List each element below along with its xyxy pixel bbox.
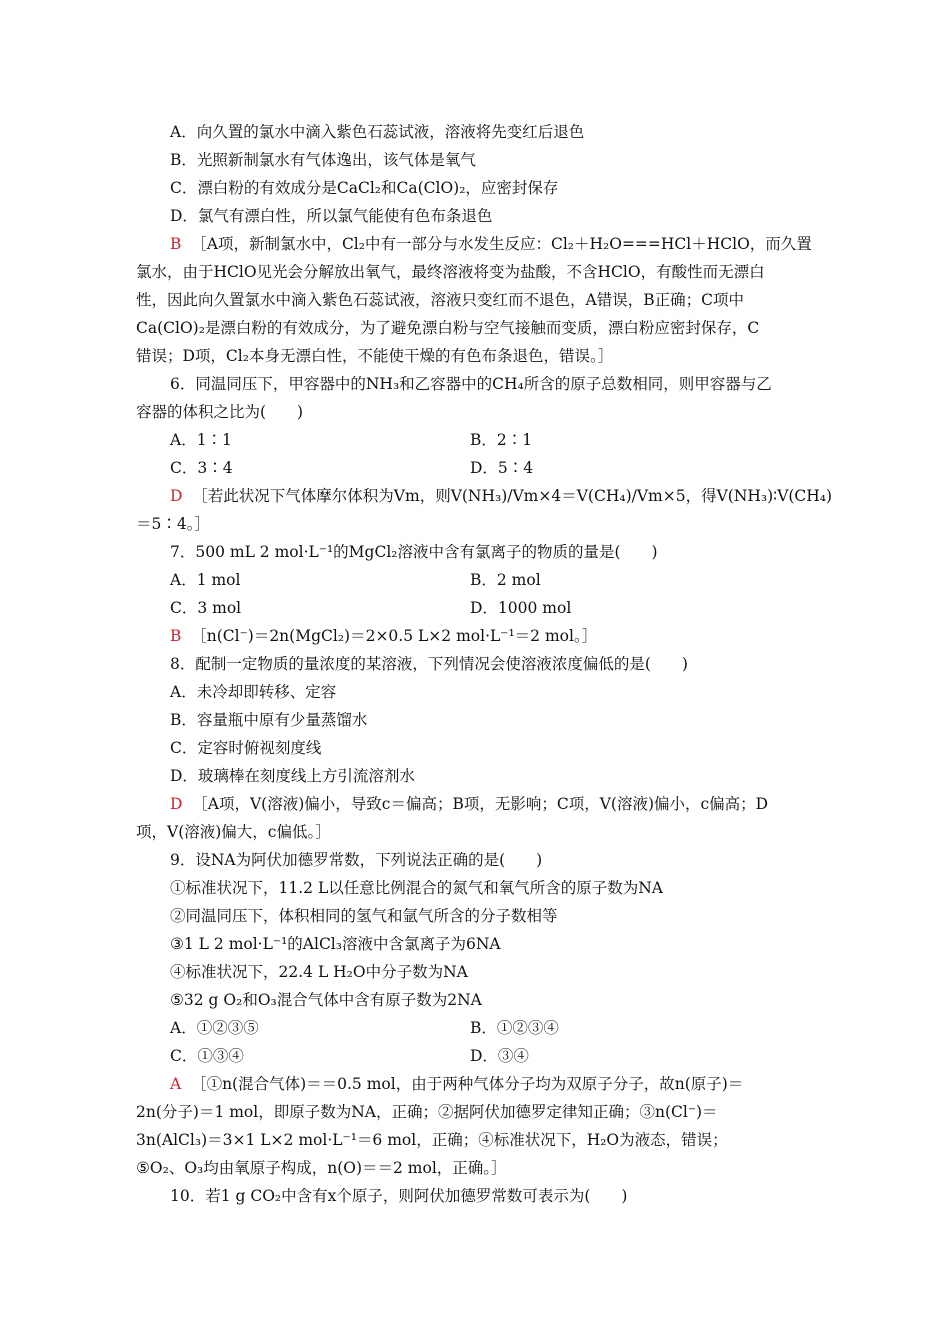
question-line: 9．设NA为阿伏加德罗常数，下列说法正确的是( ) — [170, 851, 543, 869]
statement-line: ①标准状况下，11.2 L以任意比例混合的氮气和氧气所含的原子数为NA — [170, 879, 663, 897]
option-c: C．3∶4 — [170, 459, 233, 477]
option-b: B．2∶1 — [470, 431, 533, 449]
answer-key: D — [170, 795, 183, 813]
question-line: 8．配制一定物质的量浓度的某溶液，下列情况会使溶液浓度偏低的是( ) — [170, 655, 688, 673]
option-line: A．未冷却即转移、定容 — [170, 683, 337, 701]
option-a: A．①②③⑤ — [170, 1019, 259, 1037]
option-line: C．定容时俯视刻度线 — [170, 739, 322, 757]
statement-line: ②同温同压下，体积相同的氢气和氩气所含的分子数相等 — [170, 907, 558, 925]
explanation-line: 氯水，由于HClO见光会分解放出氧气，最终溶液将变为盐酸，不含HClO，有酸性而无漂白 — [136, 263, 765, 281]
question-line: 6．同温同压下，甲容器中的NH₃和乙容器中的CH₄所含的原子总数相同，则甲容器与乙 — [170, 375, 772, 393]
explanation-line: 性，因此向久置氯水中滴入紫色石蕊试液，溶液只变红而不退色，A错误，B正确；C项中 — [136, 291, 744, 309]
statement-line: ⑤32 g O₂和O₃混合气体中含有原子数为2NA — [170, 991, 482, 1009]
option-c: C．3 mol — [170, 599, 242, 617]
explanation-line: Ca(ClO)₂是漂白粉的有效成分，为了避免漂白粉与空气接触而变质，漂白粉应密封保存，C — [136, 319, 760, 337]
option-a: A．1∶1 — [170, 431, 232, 449]
explanation-line: ⑤O₂、O₃均由氧原子构成，n(O)＝＝2 mol，正确。］ — [136, 1159, 507, 1177]
option-b: B．①②③④ — [470, 1019, 559, 1037]
question-line: 10．若1 g CO₂中含有x个原子，则阿伏加德罗常数可表示为( ) — [170, 1187, 628, 1205]
explanation-text: ［A项，新制氯水中，Cl₂中有一部分与水发生反应：Cl₂＋H₂O===HCl＋HClO，而久置 — [191, 235, 812, 253]
option-line: A．向久置的氯水中滴入紫色石蕊试液，溶液将先变红后退色 — [170, 123, 585, 141]
answer-key: A — [170, 1075, 182, 1093]
explanation-line: 3n(AlCl₃)＝3×1 L×2 mol·L⁻¹＝6 mol，正确；④标准状况下，H₂O为液态，错误； — [136, 1131, 728, 1149]
option-d: D．5∶4 — [470, 459, 534, 477]
option-d: D．③④ — [470, 1047, 529, 1065]
option-line: D．氯气有漂白性，所以氯气能使有色布条退色 — [170, 207, 493, 225]
explanation-text: ［A项，V(溶液)偏小，导致c＝偏高；B项，无影响；C项，V(溶液)偏小，c偏高；D — [192, 795, 769, 813]
answer-line — [170, 485, 832, 507]
answer-key: D — [170, 487, 183, 505]
answer-key: B — [170, 627, 182, 645]
option-d: D．1000 mol — [470, 599, 572, 617]
option-line: C．漂白粉的有效成分是CaCl₂和Ca(ClO)₂，应密封保存 — [170, 179, 559, 197]
statement-line: ④标准状况下，22.4 L H₂O中分子数为NA — [170, 963, 468, 981]
explanation-line: ＝5∶4。］ — [136, 515, 210, 533]
option-b: B．2 mol — [470, 571, 541, 589]
explanation-line: 2n(分子)＝1 mol，即原子数为NA，正确；②据阿伏加德罗定律知正确；③n(Cl⁻)＝ — [136, 1103, 718, 1121]
answer-line — [170, 793, 768, 815]
explanation-line: 错误；D项，Cl₂本身无漂白性，不能使干燥的有色布条退色，错误。］ — [136, 347, 614, 365]
answer-key: B — [170, 235, 182, 253]
explanation-line: 项，V(溶液)偏大，c偏低。］ — [136, 823, 331, 841]
answer-line — [170, 233, 812, 255]
answer-line — [170, 1073, 743, 1095]
explanation-text: ［若此状况下气体摩尔体积为Vm，则V(NH₃)/Vm×4＝V(CH₄)/Vm×5，得V(NH₃)∶V(CH₄) — [192, 487, 833, 505]
explanation-text: ［n(Cl⁻)＝2n(MgCl₂)＝2×0.5 L×2 mol·L⁻¹＝2 mol。］ — [191, 627, 598, 645]
statement-line: ③1 L 2 mol·L⁻¹的AlCl₃溶液中含氯离子为6NA — [170, 935, 501, 953]
option-line: D．玻璃棒在刻度线上方引流溶剂水 — [170, 767, 415, 785]
answer-line — [170, 625, 597, 647]
option-a: A．1 mol — [170, 571, 241, 589]
option-line: B．容量瓶中原有少量蒸馏水 — [170, 711, 368, 729]
question-line: 7．500 mL 2 mol·L⁻¹的MgCl₂溶液中含有氯离子的物质的量是( ) — [170, 543, 658, 561]
explanation-text: ［①n(混合气体)＝＝0.5 mol，由于两种气体分子均为双原子分子，故n(原子)＝ — [191, 1075, 744, 1093]
option-c: C．①③④ — [170, 1047, 244, 1065]
option-line: B．光照新制氯水有气体逸出，该气体是氧气 — [170, 151, 476, 169]
question-line: 容器的体积之比为( ) — [136, 403, 304, 421]
